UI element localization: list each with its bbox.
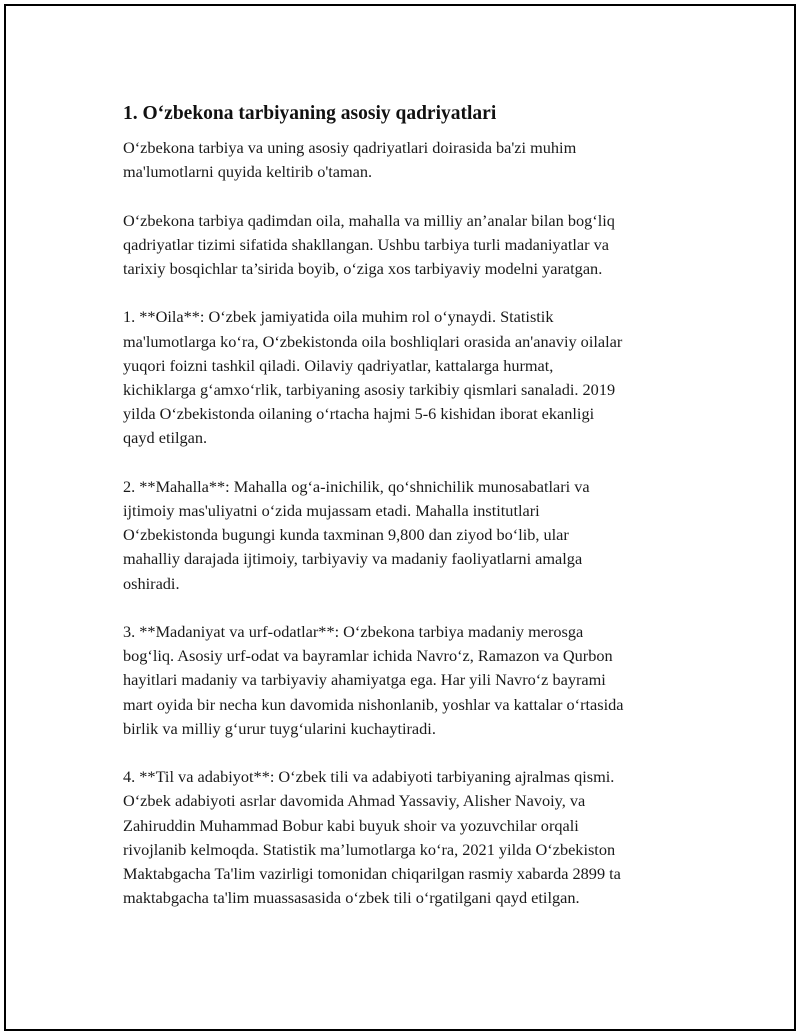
mahalla-paragraph: 2. **Mahalla**: Mahalla og‘a-inichilik, qo‘shnichilik munosabatlari va ijtimoiy mas'uliyatni o‘zida mujassam etadi. Mahalla institutlari O‘zbekistonda bugungi kunda taxminan 9,800 dan ziyod bo‘lib, ular mahalliy darajada ijtimoiy, tarbiyaviy va madaniy faoliyatlarni amalga oshiradi. [123,476,590,593]
culture-paragraph: 3. **Madaniyat va urf-odatlar**: O‘zbekona tarbiya madaniy merosga bog‘liq. Asosiy urf-odat va bayramlar ichida Navro‘z, Ramazon va Qurbon hayitlari madaniy va tarbiyaviy ahamiyatga ega. Har yili Navro‘z bayrami mart oyida bir necha kun davomida nishonlanib, yoshlar va kattalar o‘rtasida birlik va milliy g‘urur tuyg‘ularini kuchaytiradi. [123,622,624,738]
family-paragraph: 1. **Oila**: O‘zbek jamiyatida oila muhim rol o‘ynaydi. Statistik ma'lumotlarga ko‘ra, O‘zbekistonda oila boshliqlari orasida an'anaviy oilalar yuqori foizni tashkil qiladi. Oilaviy qadriyatlar, kattalarga hurmat, kichiklarga g‘amxo‘rlik, tarbiyaning asosiy tarkibiy qismlari sanaladi. 2019 yilda O‘zbekistonda oilaning o‘rtacha hajmi 5-6 kishidan iborat ekanligi qayd etilgan. [123,307,623,448]
document-page [4,4,796,1031]
intro-paragraph: O‘zbekona tarbiya va uning asosiy qadriyatlari doirasida ba'zi muhim ma'lumotlarni quyida keltirib o'taman. [123,138,577,182]
language-literature-paragraph: 4. **Til va adabiyot**: O‘zbek tili va adabiyoti tarbiyaning ajralmas qismi. O‘zbek adabiyoti asrlar davomida Ahmad Yassaviy, Alisher Navoiy, va Zahiruddin Muhammad Bobur kabi buyuk shoir va yozuvchilar orqali rivojlanib kelmoqda. Statistik ma’lumotlarga ko‘ra, 2021 yilda O‘zbekiston Maktabgacha Ta'lim vazirligi tomonidan chiqarilgan rasmiy xabarda 2899 ta maktabgacha ta'lim muassasasida o‘zbek tili o‘rgatilgani qayd etilgan. [123,767,621,908]
background-paragraph: O‘zbekona tarbiya qadimdan oila, mahalla va milliy an’analar bilan bog‘liq qadriyatlar tizimi sifatida shakllangan. Ushbu tarbiya turli madaniyatlar va tarixiy bosqichlar ta’sirida boyib, o‘ziga xos tarbiyaviy modelni yaratgan. [123,210,615,278]
document-body [123,102,693,935]
document-title: 1. O‘zbekona tarbiyaning asosiy qadriyatlari [123,103,497,124]
